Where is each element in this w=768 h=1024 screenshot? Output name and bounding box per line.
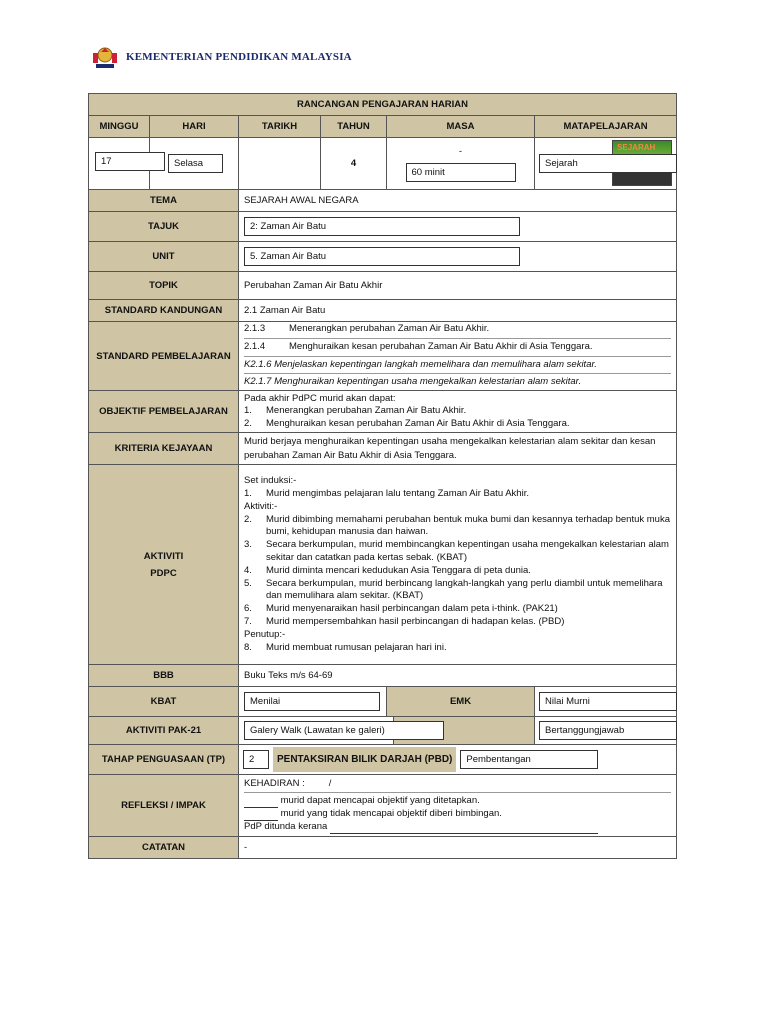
pak21-field[interactable]: Galery Walk (Lawatan ke galeri) (244, 721, 444, 740)
aktiviti-item-7: 7. Murid mempersembahkan hasil perbincangan di hadapan kelas. (PBD) (244, 616, 565, 627)
aktiviti-item-6: 6. Murid menyenaraikan hasil perbincangan dalam peta i-think. (PAK21) (244, 603, 558, 615)
aktiviti-item-2: 2. Murid dibimbing memahami perubahan bentuk muka bumi dan kesannya terhadap bentuk muka bumi, kehidupan manusia dan haiwan. (244, 513, 670, 538)
refleksi-label: REFLEKSI / IMPAK (89, 775, 239, 837)
matapelajaran-field[interactable]: Sejarah (539, 154, 677, 173)
topik-value: Perubahan Zaman Air Batu Akhir (239, 272, 677, 300)
aktiviti-heading: Aktiviti:- (244, 500, 278, 512)
objektif-text-1: Menerangkan perubahan Zaman Air Batu Akhir. (266, 405, 467, 417)
kbat-field[interactable]: Menilai (244, 692, 380, 711)
col-tarikh: TARIKH (239, 116, 321, 138)
sp-num-2: 2.1.4 (244, 340, 266, 352)
objektif-text-2: Menghuraikan kesan perubahan Zaman Air Batu Akhir di Asia Tenggara. (266, 418, 570, 430)
catatan-value: - (239, 837, 677, 859)
objektif-item-1: 1. Menerangkan perubahan Zaman Air Batu Akhir. (244, 405, 467, 417)
pak21-extra-cell (535, 717, 677, 745)
refleksi-text-1: murid dapat mencapai objektif yang ditetapkan. (280, 795, 480, 807)
emk-field[interactable]: Nilai Murni (539, 692, 677, 711)
kehadiran-slash: / (328, 777, 332, 789)
aktiviti-text-2: Murid dibimbing memahami perubahan bentuk muka bumi dan kesannya terhadap bentuk muka bumi, kehidupan manusia dan haiwan. (266, 513, 670, 538)
sp-num-1: 2.1.3 (244, 323, 266, 334)
pbd-field[interactable]: Pembentangan (460, 750, 598, 769)
tajuk-cell (239, 212, 677, 242)
aktiviti-label-2: PDPC (150, 567, 177, 579)
matapelajaran-cell (535, 138, 677, 190)
thumb-text: SEJARAH (617, 143, 656, 152)
pak21-cell (239, 717, 535, 745)
kriteria-value: Murid berjaya menghuraikan kepentingan usaha mengekalkan kelestarian alam sekitar dan kesan perubahan Zaman Air Batu Akhir di Asia Tenggara. (239, 433, 677, 465)
bbb-value: Buku Teks m/s 64-69 (239, 665, 677, 687)
emk-label: EMK (387, 687, 535, 717)
tarikh-cell (239, 138, 321, 190)
sp-text-2: Menghuraikan kesan perubahan Zaman Air Batu Akhir di Asia Tenggara. (289, 340, 593, 352)
tema-value: SEJARAH AWAL NEGARA (239, 190, 677, 212)
objektif-item-2: 2. Menghuraikan kesan perubahan Zaman Air Batu Akhir di Asia Tenggara. (244, 418, 570, 430)
kbat-label: KBAT (89, 687, 239, 717)
aktiviti-item-8: 8. Murid membuat rumusan pelajaran hari ini. (244, 641, 447, 653)
kehadiran-label: KEHADIRAN : (244, 777, 305, 789)
aktiviti-cell (239, 465, 677, 665)
page-header (90, 42, 352, 72)
col-tahun: TAHUN (321, 116, 387, 138)
unit-cell (239, 242, 677, 272)
sp-line-3: K2.1.6 Menjelaskan kepentingan langkah memelihara dan memulihara alam sekitar. (244, 358, 597, 370)
col-minggu: MINGGU (89, 116, 150, 138)
sp-label: STANDARD PEMBELAJARAN (89, 322, 239, 391)
refleksi-line-2 (244, 808, 671, 821)
aktiviti-item-4: 4. Murid diminta mencari kedudukan Asia Tenggara di peta dunia. (244, 564, 531, 576)
hari-field[interactable]: Selasa (168, 154, 223, 173)
kbat-cell (239, 687, 387, 717)
aktiviti-text-6: Murid menyenaraikan hasil perbincangan dalam peta i-think. (PAK21) (266, 603, 558, 615)
tp-field[interactable]: 2 (243, 750, 269, 769)
aktiviti-text-5: Secara berkumpulan, murid berbincang langkah-langkah yang perlu diambil untuk memelihara dan memulihara alam sekitar. (KBAT) (266, 577, 663, 602)
aktiviti-text-3: Secara berkumpulan, murid membincangkan kepentingan usaha mengekalkan kelestarian alam sekitar dan catatkan pada kertas sebak. (KBAT) (266, 539, 669, 563)
pak21-extra-field[interactable]: Bertanggungjawab (539, 721, 677, 740)
plan-title: RANCANGAN PENGAJARAN HARIAN (89, 94, 677, 116)
col-hari: HARI (150, 116, 239, 138)
masa-top: - (458, 145, 463, 157)
aktiviti-text-4: Murid diminta mencari kedudukan Asia Tenggara di peta dunia. (266, 564, 531, 576)
minggu-cell (89, 138, 150, 190)
ministry-crest-icon (90, 43, 120, 71)
aktiviti-text-1: Murid mengimbas pelajaran lalu tentang Zaman Air Batu Akhir. (266, 487, 529, 499)
lesson-plan-table (88, 93, 677, 859)
topik-label: TOPIK (89, 272, 239, 300)
sp-line-4: K2.1.7 Menghuraikan kepentingan usaha mengekalkan kelestarian alam sekitar. (244, 376, 582, 388)
aktiviti-text-7: Murid mempersembahkan hasil perbincangan di hadapan kelas. (PBD) (266, 616, 565, 627)
set-induksi: Set induksi:- (244, 475, 297, 487)
sp-line-2 (244, 341, 671, 354)
pak21-label: AKTIVITI PAK-21 (89, 717, 239, 745)
tajuk-label: TAJUK (89, 212, 239, 242)
emk-cell (535, 687, 677, 717)
aktiviti-text-8: Murid membuat rumusan pelajaran hari ini. (266, 641, 447, 653)
pbd-label: PENTAKSIRAN BILIK DARJAH (PBD) (273, 747, 456, 772)
unit-label: UNIT (89, 242, 239, 272)
refleksi-text-3: PdP ditunda kerana (244, 821, 328, 833)
refleksi-cell (239, 775, 677, 837)
col-masa: MASA (387, 116, 535, 138)
aktiviti-item-1: 1. Murid mengimbas pelajaran lalu tentang Zaman Air Batu Akhir. (244, 487, 529, 499)
minggu-field[interactable]: 17 (95, 152, 165, 171)
kehadiran-line (244, 778, 671, 791)
refleksi-text-2: murid yang tidak mencapai objektif diberi bimbingan. (280, 808, 502, 820)
objektif-cell (239, 391, 677, 433)
refleksi-line-1 (244, 795, 671, 808)
sp-text-1: Menerangkan perubahan Zaman Air Batu Akhir. (289, 323, 490, 334)
unit-field[interactable]: 5. Zaman Air Batu (244, 247, 520, 266)
aktiviti-label-1: AKTIVITI (143, 550, 184, 562)
penutup-heading: Penutup:- (244, 628, 286, 640)
objektif-label: OBJEKTIF PEMBELAJARAN (89, 391, 239, 433)
masa-field[interactable]: 60 minit (406, 163, 516, 182)
sk-label: STANDARD KANDUNGAN (89, 300, 239, 322)
catatan-label: CATATAN (89, 837, 239, 859)
tp-label: TAHAP PENGUASAAN (TP) (89, 745, 239, 775)
ministry-name: KEMENTERIAN PENDIDIKAN MALAYSIA (126, 51, 352, 63)
bbb-label: BBB (89, 665, 239, 687)
sp-cell (239, 322, 677, 391)
aktiviti-item-3: 3. Secara berkumpulan, murid membincangkan kepentingan usaha mengekalkan kelestarian alam sekitar dan catatkan pada kertas sebak. (KBAT) (244, 539, 669, 563)
tp-cell (239, 745, 677, 775)
tahun-value: 4 (321, 138, 387, 190)
tajuk-field[interactable]: 2: Zaman Air Batu (244, 217, 520, 236)
refleksi-blank-3[interactable] (330, 833, 598, 834)
objektif-intro: Pada akhir PdPC murid akan dapat: (244, 392, 396, 404)
aktiviti-label (89, 465, 239, 665)
refleksi-line-3 (244, 821, 671, 834)
masa-cell (387, 138, 535, 190)
col-matapelajaran: MATAPELAJARAN (535, 116, 677, 138)
sp-line-1 (244, 323, 671, 336)
tema-label: TEMA (89, 190, 239, 212)
aktiviti-item-5: 5. Secara berkumpulan, murid berbincang langkah-langkah yang perlu diambil untuk memelihara dan memulihara alam sekitar. (KBAT) (244, 577, 663, 602)
sk-value: 2.1 Zaman Air Batu (239, 300, 677, 322)
kriteria-label: KRITERIA KEJAYAAN (89, 433, 239, 465)
